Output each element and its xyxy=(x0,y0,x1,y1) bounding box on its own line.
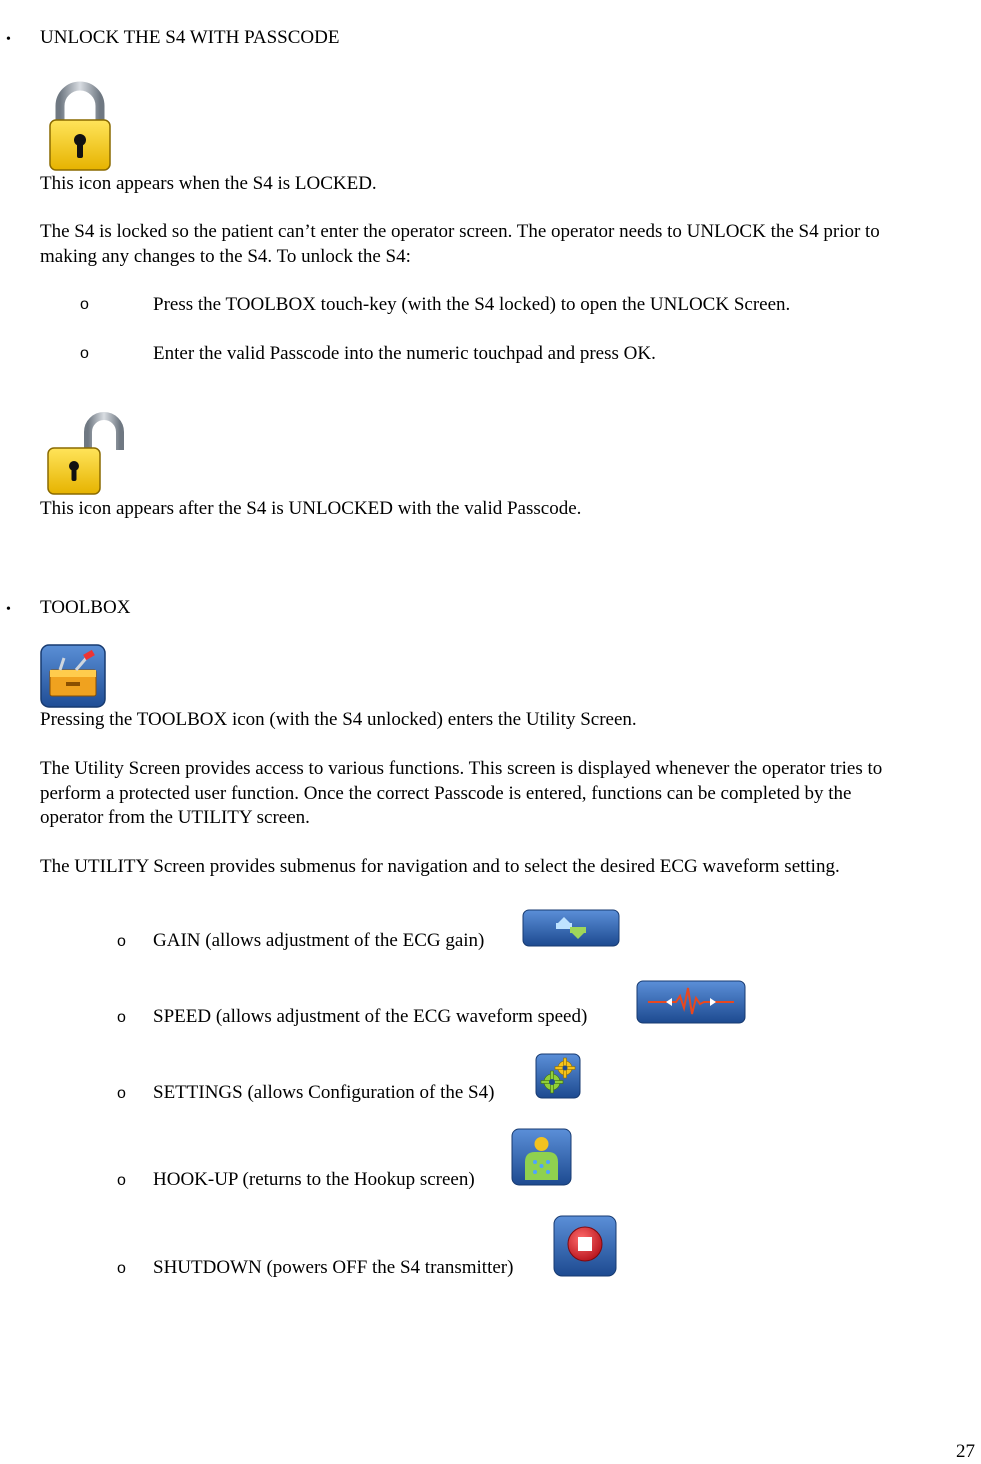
utility-para1-line1: The Utility Screen provides access to various functions. This screen is displayed whenever the operator tries to xyxy=(40,758,883,779)
unlock-intro-line2: making any changes to the S4. To unlock the S4: xyxy=(40,246,411,267)
heading-toolbox: TOOLBOX xyxy=(40,597,131,618)
sub-bullet-speed: o xyxy=(117,1009,126,1026)
sub-bullet-gain: o xyxy=(117,933,126,950)
unlock-step-1: Press the TOOLBOX touch-key (with the S4 locked) to open the UNLOCK Screen. xyxy=(153,294,791,315)
heading-unlock: UNLOCK THE S4 WITH PASSCODE xyxy=(40,27,340,48)
bullet-toolbox: • xyxy=(6,602,11,617)
toolbox-icon xyxy=(40,644,106,708)
settings-gears-icon xyxy=(535,1053,581,1099)
utility-para1-line2: perform a protected user function. Once the correct Passcode is entered, functions can be completed by the xyxy=(40,783,852,804)
unlocked-caption: This icon appears after the S4 is UNLOCKED with the valid Passcode. xyxy=(40,498,582,519)
speed-button-icon xyxy=(636,980,746,1024)
locked-caption: This icon appears when the S4 is LOCKED. xyxy=(40,173,377,194)
page-number: 27 xyxy=(956,1441,975,1462)
sub-bullet-step-2: o xyxy=(80,345,89,362)
utility-para2: The UTILITY Screen provides submenus for navigation and to select the desired ECG waveform setting. xyxy=(40,856,840,877)
toolbox-caption: Pressing the TOOLBOX icon (with the S4 unlocked) enters the Utility Screen. xyxy=(40,709,637,730)
sub-bullet-shutdown: o xyxy=(117,1260,126,1277)
sub-bullet-hookup: o xyxy=(117,1172,126,1189)
gain-button-icon xyxy=(522,909,620,947)
utility-para1-line3: operator from the UTILITY screen. xyxy=(40,807,310,828)
bullet-unlock: • xyxy=(6,32,11,47)
hookup-person-icon xyxy=(511,1128,572,1186)
hookup-item-label: HOOK-UP (returns to the Hookup screen) xyxy=(153,1169,475,1190)
gain-item-label: GAIN (allows adjustment of the ECG gain) xyxy=(153,930,485,951)
padlock-open-icon xyxy=(46,412,126,496)
settings-item-label: SETTINGS (allows Configuration of the S4) xyxy=(153,1082,495,1103)
speed-item-label: SPEED (allows adjustment of the ECG waveform speed) xyxy=(153,1006,588,1027)
sub-bullet-step-1: o xyxy=(80,296,89,313)
shutdown-icon xyxy=(553,1215,617,1277)
sub-bullet-settings: o xyxy=(117,1085,126,1102)
unlock-intro-line1: The S4 is locked so the patient can’t enter the operator screen. The operator needs to UNLOCK the S4 prior to xyxy=(40,221,880,242)
shutdown-item-label: SHUTDOWN (powers OFF the S4 transmitter) xyxy=(153,1257,514,1278)
padlock-closed-icon xyxy=(48,80,112,172)
unlock-step-2: Enter the valid Passcode into the numeric touchpad and press OK. xyxy=(153,343,656,364)
